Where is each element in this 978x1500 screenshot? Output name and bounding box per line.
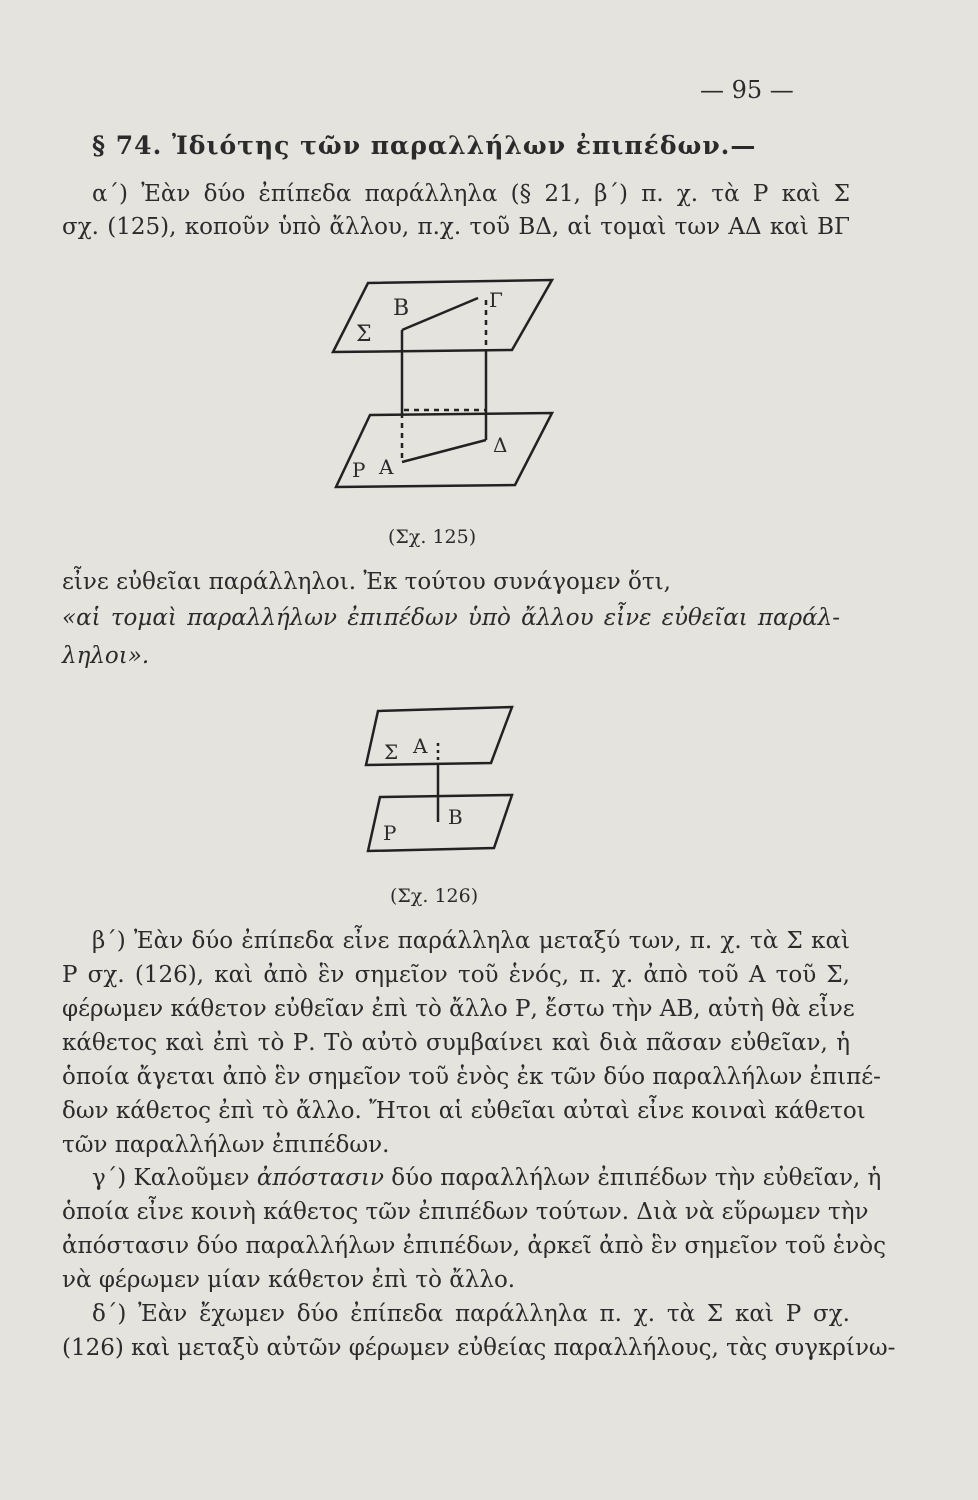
para-g-term: ἀπόστασιν — [256, 1165, 384, 1191]
lower-plane-outline — [336, 413, 552, 487]
para-a-line-2: σχ. (125), κοποῦν ὑπὸ ἄλλου, π.χ. τοῦ ΒΔ, αἱ τομαὶ των ΑΔ καὶ ΒΓ — [62, 214, 850, 240]
para-a-cont-line-1: εἶνε εὐθεῖαι παράλληλοι. Ἐκ τούτου συνάγομεν ὅτι, — [62, 569, 671, 595]
para-g-line-4: νὰ φέρωμεν μίαν κάθετον ἐπὶ τὸ ἄλλο. — [62, 1267, 516, 1293]
fig125-label-P: P — [352, 458, 366, 482]
para-d-line-2: (126) καὶ μεταξὺ αὐτῶν φέρωμεν εὐθείας παραλλήλους, τὰς συγκρίνω- — [62, 1335, 896, 1361]
fig125-label-B: B — [393, 296, 410, 321]
line-BG — [402, 298, 478, 330]
para-g-line-3: ἀπόστασιν δύο παραλλήλων ἐπιπέδων, ἀρκεῖ ἀπὸ ἓν σημεῖον τοῦ ἑνὸς — [62, 1233, 886, 1259]
page-number: — 95 — — [700, 76, 794, 104]
fig126-label-P: P — [383, 821, 397, 845]
para-d-line-1: δ΄) Ἐὰν ἔχωμεν δύο ἐπίπεδα παράλληλα π. χ. τὰ Σ καὶ Ρ σχ. — [92, 1301, 850, 1327]
fig126-label-A: A — [413, 734, 428, 758]
para-b-line-5: ὁποία ἄγεται ἀπὸ ἓν σημεῖον τοῦ ἑνὸς ἐκ τῶν δύο παραλλήλων ἐπιπέ- — [62, 1064, 881, 1090]
para-b-line-2: Ρ σχ. (126), καὶ ἀπὸ ἓν σημεῖον τοῦ ἑνός, π. χ. ἀπὸ τοῦ Α τοῦ Σ, — [62, 962, 850, 988]
para-b-line-6: δων κάθετος ἐπὶ τὸ ἄλλο. Ἤτοι αἱ εὐθεῖαι αὐταὶ εἶνε κοιναὶ κάθετοι — [62, 1098, 866, 1124]
para-b-line-7: τῶν παραλλήλων ἐπιπέδων. — [62, 1132, 390, 1158]
fig126-label-B: B — [448, 805, 463, 829]
fig125-label-A: A — [379, 455, 394, 479]
fig125-caption: (Σχ. 125) — [388, 526, 477, 548]
para-a-cont-line-2: «αἱ τομαὶ παραλλήλων ἐπιπέδων ὑπὸ ἄλλου εἶνε εὐθεῖαι παράλ- — [62, 605, 840, 631]
fig126-label-S: Σ — [384, 740, 399, 764]
para-a-cont-line-3: ληλοι». — [62, 643, 150, 669]
section-heading: § 74. Ἰδιότης τῶν παραλλήλων ἐπιπέδων.— — [92, 131, 757, 160]
para-b-line-4: κάθετος καὶ ἐπὶ τὸ Ρ. Τὸ αὐτὸ συμβαίνει καὶ διὰ πᾶσαν εὐθεῖαν, ἡ — [62, 1030, 850, 1056]
para-g-suffix: δύο παραλλήλων ἐπιπέδων τὴν εὐθεῖαν, ἡ — [383, 1165, 882, 1191]
para-b-line-3: φέρωμεν κάθετον εὐθεῖαν ἐπὶ τὸ ἄλλο Ρ, ἔστω τὴν ΑΒ, αὐτὴ θὰ εἶνε — [62, 996, 855, 1022]
para-a-line-1: α΄) Ἐὰν δύο ἐπίπεδα παράλληλα (§ 21, β΄) π. χ. τὰ Ρ καὶ Σ — [92, 181, 850, 207]
fig125-label-S: Σ — [356, 322, 372, 347]
para-b-line-1: β΄) Ἐὰν δύο ἐπίπεδα εἶνε παράλληλα μεταξύ των, π. χ. τὰ Σ καὶ — [92, 928, 850, 954]
para-g-line-1 — [92, 1164, 882, 1192]
fig125-label-D: Δ — [493, 433, 508, 457]
line-AD — [402, 440, 486, 462]
fig125-label-G: Γ — [489, 288, 503, 312]
para-g-line-2: ὁποία εἶνε κοινὴ κάθετος τῶν ἐπιπέδων τούτων. Διὰ νὰ εὕρωμεν τὴν — [62, 1199, 869, 1225]
para-g-prefix: γ΄) Καλοῦμεν — [92, 1165, 257, 1191]
fig126-caption: (Σχ. 126) — [390, 885, 479, 907]
